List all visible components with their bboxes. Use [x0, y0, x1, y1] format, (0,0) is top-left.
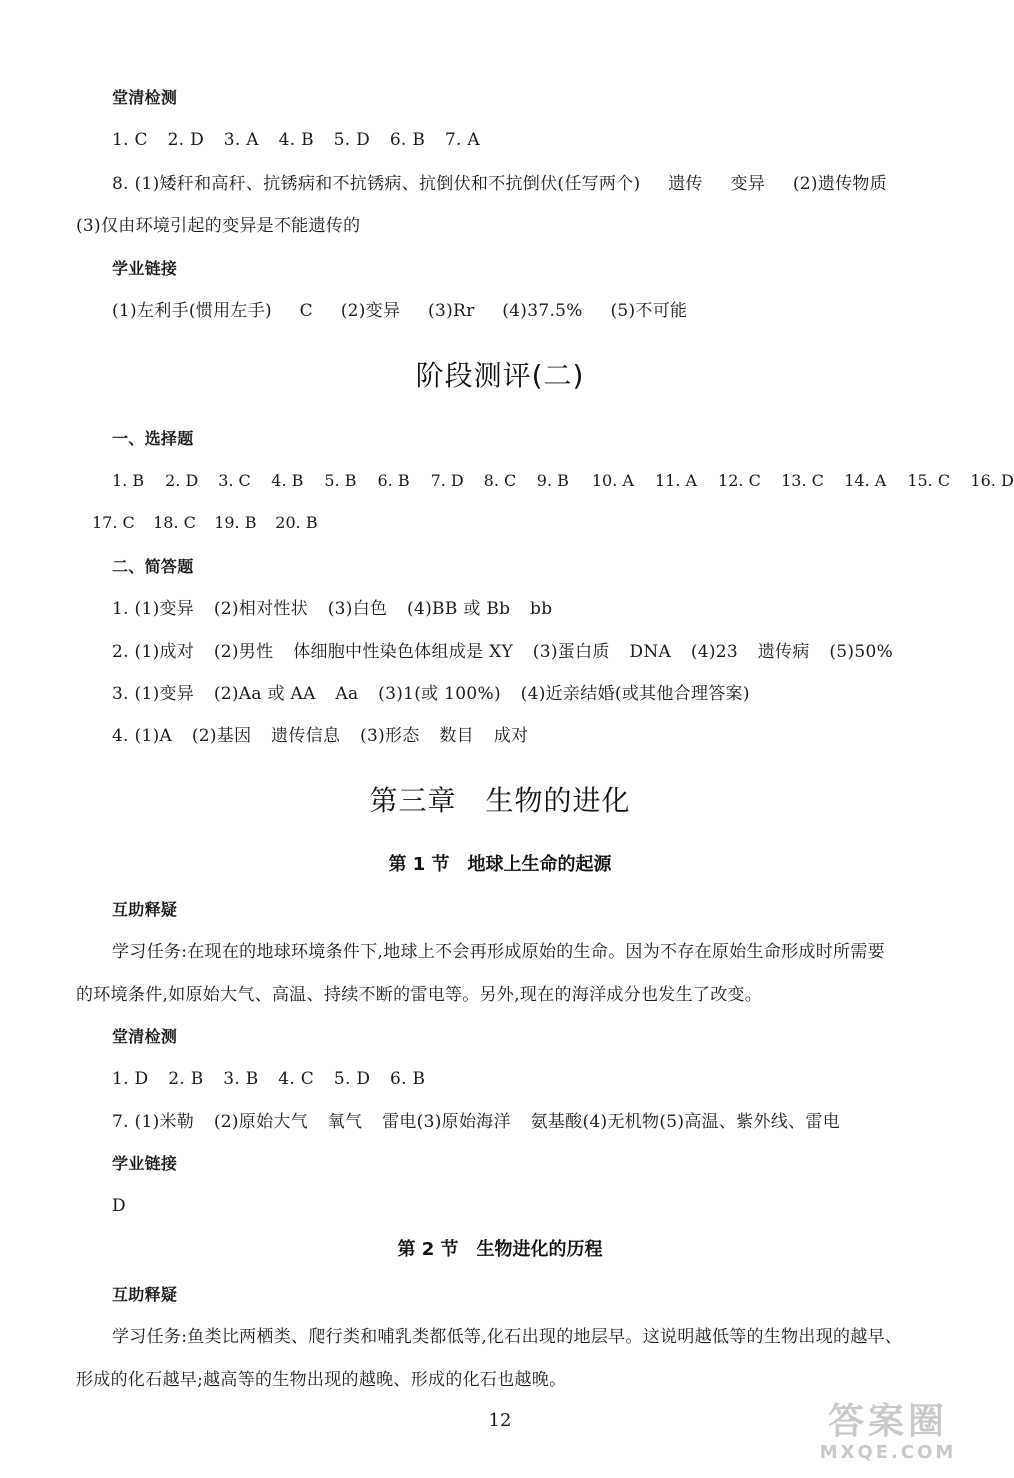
paragraph-line: 的环境条件,如原始大气、高温、持续不断的雷电等。另外,现在的海洋成分也发生了改变。 [76, 985, 763, 1005]
section-heading: 互助释疑 [112, 1285, 178, 1304]
answer-row [112, 469, 1014, 493]
answer-item: 3. B [223, 1069, 259, 1089]
answer-item: 2. (1)成对 [112, 642, 195, 662]
answer-item: 氧气 [327, 1112, 363, 1132]
answer-item: 11. A [654, 471, 698, 490]
answer-item: 6. B [377, 471, 410, 490]
page-title: 阶段测评(二) [415, 359, 585, 392]
watermark-logo [798, 1402, 978, 1472]
answer-item: (5)50% [829, 642, 894, 662]
answer-item: 4. C [278, 1069, 315, 1089]
section-heading: 学业链接 [112, 1154, 178, 1173]
answer-item: 8. C [483, 471, 517, 490]
answer-item: 1. D [112, 1069, 149, 1089]
answer-item: 1. (1)变异 [112, 599, 195, 619]
answer-item: 6. B [390, 1069, 426, 1089]
answer-item: 2. D [167, 130, 205, 150]
answer-item: (2)基因 [191, 726, 252, 746]
answer-item: (2)相对性状 [213, 599, 309, 619]
answer-item: 7. A [444, 130, 480, 150]
answer-item: 10. A [591, 471, 634, 490]
answer-item: (2)男性 [213, 642, 274, 662]
answer-item: (1)左利手(惯用左手) [112, 301, 272, 321]
answer-text: 遗传 [668, 174, 703, 194]
answer-item: C [299, 301, 313, 321]
answer-item: (2)变异 [340, 301, 401, 321]
section-heading: 堂清检测 [112, 88, 178, 107]
answer-item: (4)BB 或 Bb [407, 599, 511, 619]
answer-text: (2)遗传物质 [792, 174, 888, 194]
watermark-url: MXQE.COM [819, 1442, 957, 1463]
answer-item: 数目 [439, 726, 474, 746]
answer-item: 4. B [271, 471, 304, 490]
page-number: 12 [488, 1410, 512, 1431]
answer-item: (3)白色 [327, 599, 388, 619]
section-heading: 一、选择题 [112, 429, 194, 448]
answer-text: (3)仅由环境引起的变异是不能遗传的 [76, 216, 361, 236]
answer-item: (2)原始大气 [213, 1112, 309, 1132]
watermark-text: 答案圈 [827, 1401, 948, 1442]
answer-row [112, 172, 887, 196]
answer-item: (4)23 [690, 642, 739, 662]
answer-row [112, 640, 893, 664]
answer-item: 遗传信息 [271, 726, 341, 746]
answer-row [112, 724, 528, 748]
answer-item: 3. (1)变异 [112, 684, 195, 704]
answer-item: 1. C [112, 130, 148, 150]
answer-item: DNA [629, 642, 672, 662]
answer-item: 2. B [168, 1069, 204, 1089]
answer-item: (3)1(或 100%) [378, 684, 501, 704]
answer-item: 氨基酸(4)无机物(5)高温、紫外线、雷电 [530, 1112, 841, 1132]
answer-row [112, 299, 687, 323]
answer-item: (3)Rr [428, 301, 475, 321]
answer-item: 12. C [718, 471, 761, 490]
answer-item: 1. B [112, 471, 145, 490]
answer-item: (3)形态 [360, 726, 420, 746]
answer-item: (5)不可能 [610, 301, 688, 321]
paragraph-line: 形成的化石越早;越高等的生物出现的越晚、形成的化石也越晚。 [76, 1370, 567, 1390]
answer-item: (2)Aa 或 AA [213, 684, 316, 704]
answer-text: D [112, 1196, 126, 1216]
answer-item: 13. C [781, 471, 824, 490]
section-heading: 二、简答题 [112, 557, 194, 576]
answer-item: (4)37.5% [502, 301, 583, 321]
answer-item: 6. B [389, 130, 426, 150]
answer-item: (3)蛋白质 [532, 642, 610, 662]
answer-item: (4)近亲结婚(或其他合理答案) [520, 684, 750, 704]
answer-item: 3. A [223, 130, 259, 150]
answer-item: 成对 [493, 726, 529, 746]
answer-item: 14. A [844, 471, 887, 490]
answer-item: 17. C [92, 513, 135, 532]
answer-row [112, 597, 552, 621]
answer-item: 7. (1)米勒 [112, 1112, 195, 1132]
answer-item: 16. D [970, 471, 1014, 490]
answer-item: 5. B [324, 471, 357, 490]
answer-item: 2. D [165, 471, 199, 490]
section-heading: 学业链接 [112, 259, 178, 278]
answer-item: 5. D [333, 1069, 371, 1089]
answer-row [112, 128, 480, 152]
answer-row [112, 682, 750, 706]
answer-row [92, 511, 318, 535]
section-title: 第 2 节 生物进化的历程 [397, 1239, 603, 1260]
answer-item: 20. B [275, 513, 318, 532]
answer-item: Aa [335, 684, 359, 704]
answer-item: 体细胞中性染色体组成是 XY [293, 642, 514, 662]
paragraph-line: 学习任务:鱼类比两栖类、爬行类和哺乳类都低等,化石出现的地层早。这说明越低等的生物出现的越早、 [112, 1327, 903, 1347]
answer-item: 7. D [430, 471, 464, 490]
answer-text: 变异 [730, 174, 766, 194]
section-heading: 堂清检测 [112, 1027, 178, 1046]
answer-item: 雷电(3)原始海洋 [382, 1112, 511, 1132]
chapter-title: 第三章 生物的进化 [369, 784, 631, 817]
answer-item: 遗传病 [757, 642, 810, 662]
answer-row [112, 1110, 840, 1134]
answer-item: 3. C [218, 471, 251, 490]
answer-item: 15. C [907, 471, 951, 490]
answer-item: 4. (1)A [112, 726, 173, 746]
answer-item: 18. C [153, 513, 196, 532]
paragraph-line: 学习任务:在现在的地球环境条件下,地球上不会再形成原始的生命。因为不存在原始生命形成时所需要 [112, 942, 885, 962]
answer-row [112, 1067, 425, 1091]
answer-item: 4. B [278, 130, 314, 150]
answer-item: bb [530, 599, 553, 619]
section-heading: 互助释疑 [112, 900, 178, 919]
answer-item: 19. B [214, 513, 257, 532]
answer-text: 8. (1)矮秆和高秆、抗锈病和不抗锈病、抗倒伏和不抗倒伏(任写两个) [112, 174, 641, 194]
answer-item: 5. D [333, 130, 371, 150]
section-title: 第 1 节 地球上生命的起源 [388, 854, 612, 875]
answer-item: 9. B [536, 471, 569, 490]
